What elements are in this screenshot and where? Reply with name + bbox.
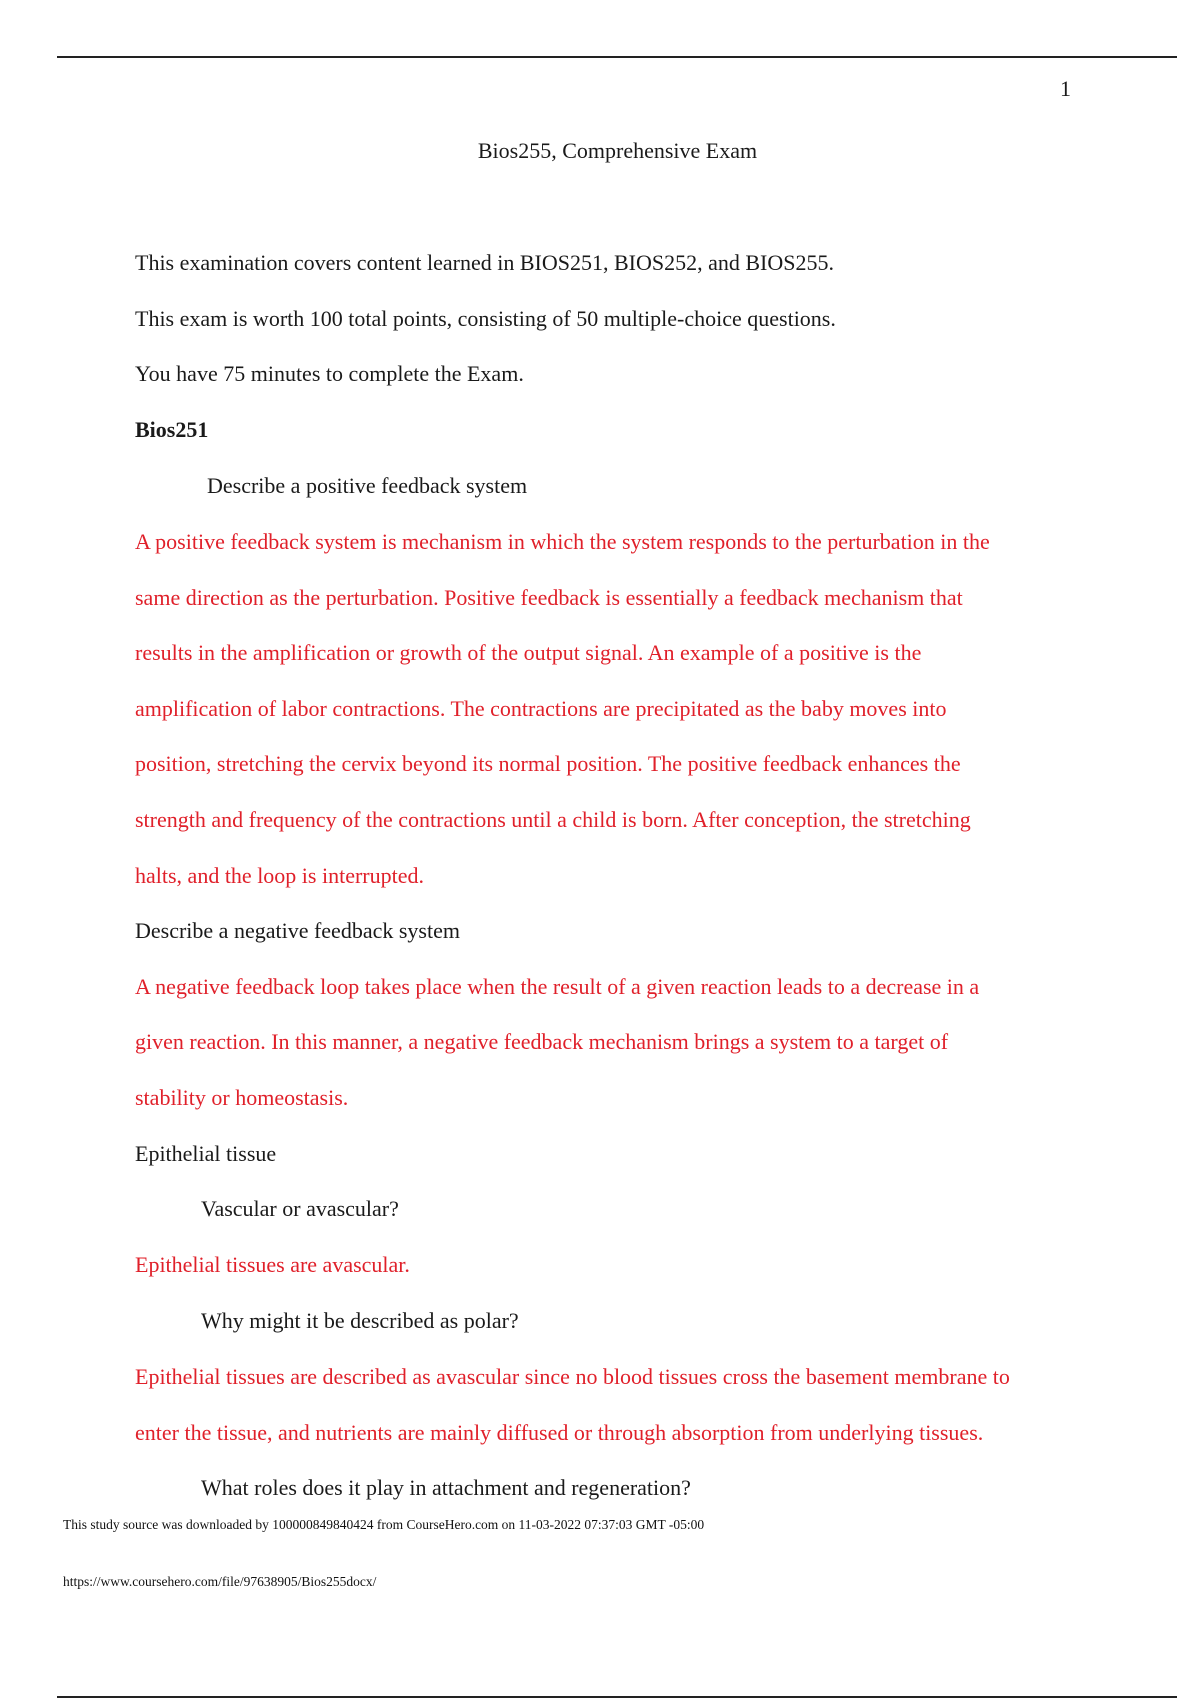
question-negative-feedback: Describe a negative feedback system bbox=[135, 918, 460, 943]
answer-line: Epithelial tissues are described as avascular since no blood tissues cross the basement membrane to bbox=[135, 1364, 1010, 1389]
answer-line: same direction as the perturbation. Positive feedback is essentially a feedback mechanism that bbox=[135, 585, 963, 610]
top-rule bbox=[57, 56, 1177, 58]
subquestion-vascular: Vascular or avascular? bbox=[201, 1196, 399, 1221]
answer-line: A positive feedback system is mechanism in which the system responds to the perturbation in the bbox=[135, 529, 990, 554]
intro-line: This exam is worth 100 total points, consisting of 50 multiple-choice questions. bbox=[135, 306, 836, 331]
answer-line: strength and frequency of the contractions until a child is born. After conception, the stretching bbox=[135, 807, 971, 832]
subquestion-polar: Why might it be described as polar? bbox=[201, 1308, 519, 1333]
topic-epithelial-tissue: Epithelial tissue bbox=[135, 1141, 277, 1166]
answer-line: position, stretching the cervix beyond its normal position. The positive feedback enhances the bbox=[135, 751, 961, 776]
answer-line: stability or homeostasis. bbox=[135, 1085, 349, 1110]
question-positive-feedback: Describe a positive feedback system bbox=[207, 473, 528, 498]
answer-line: Epithelial tissues are avascular. bbox=[135, 1252, 410, 1277]
answer-line: A negative feedback loop takes place when the result of a given reaction leads to a decrease in a bbox=[135, 974, 980, 999]
source-url[interactable]: https://www.coursehero.com/file/97638905/Bios255docx/ bbox=[63, 1574, 377, 1589]
answer-line: enter the tissue, and nutrients are mainly diffused or through absorption from underlying tissues. bbox=[135, 1420, 984, 1445]
download-source-note: This study source was downloaded by 100000849840424 from CourseHero.com on 11-03-2022 07:37:03 GMT -05:00 bbox=[63, 1517, 705, 1532]
bottom-rule bbox=[57, 1696, 1177, 1698]
answer-line: amplification of labor contractions. The contractions are precipitated as the baby moves into bbox=[135, 696, 947, 721]
intro-line: This examination covers content learned in BIOS251, BIOS252, and BIOS255. bbox=[135, 250, 835, 275]
answer-line: given reaction. In this manner, a negative feedback mechanism brings a system to a target of bbox=[135, 1029, 949, 1054]
answer-line: halts, and the loop is interrupted. bbox=[135, 863, 424, 888]
intro-line: You have 75 minutes to complete the Exam. bbox=[135, 361, 524, 386]
page-number: 1 bbox=[1060, 76, 1071, 101]
document-title: Bios255, Comprehensive Exam bbox=[477, 138, 758, 163]
subquestion-attachment: What roles does it play in attachment and regeneration? bbox=[201, 1475, 691, 1500]
section-heading: Bios251 bbox=[135, 417, 209, 442]
answer-line: results in the amplification or growth of the output signal. An example of a positive is the bbox=[135, 640, 922, 665]
